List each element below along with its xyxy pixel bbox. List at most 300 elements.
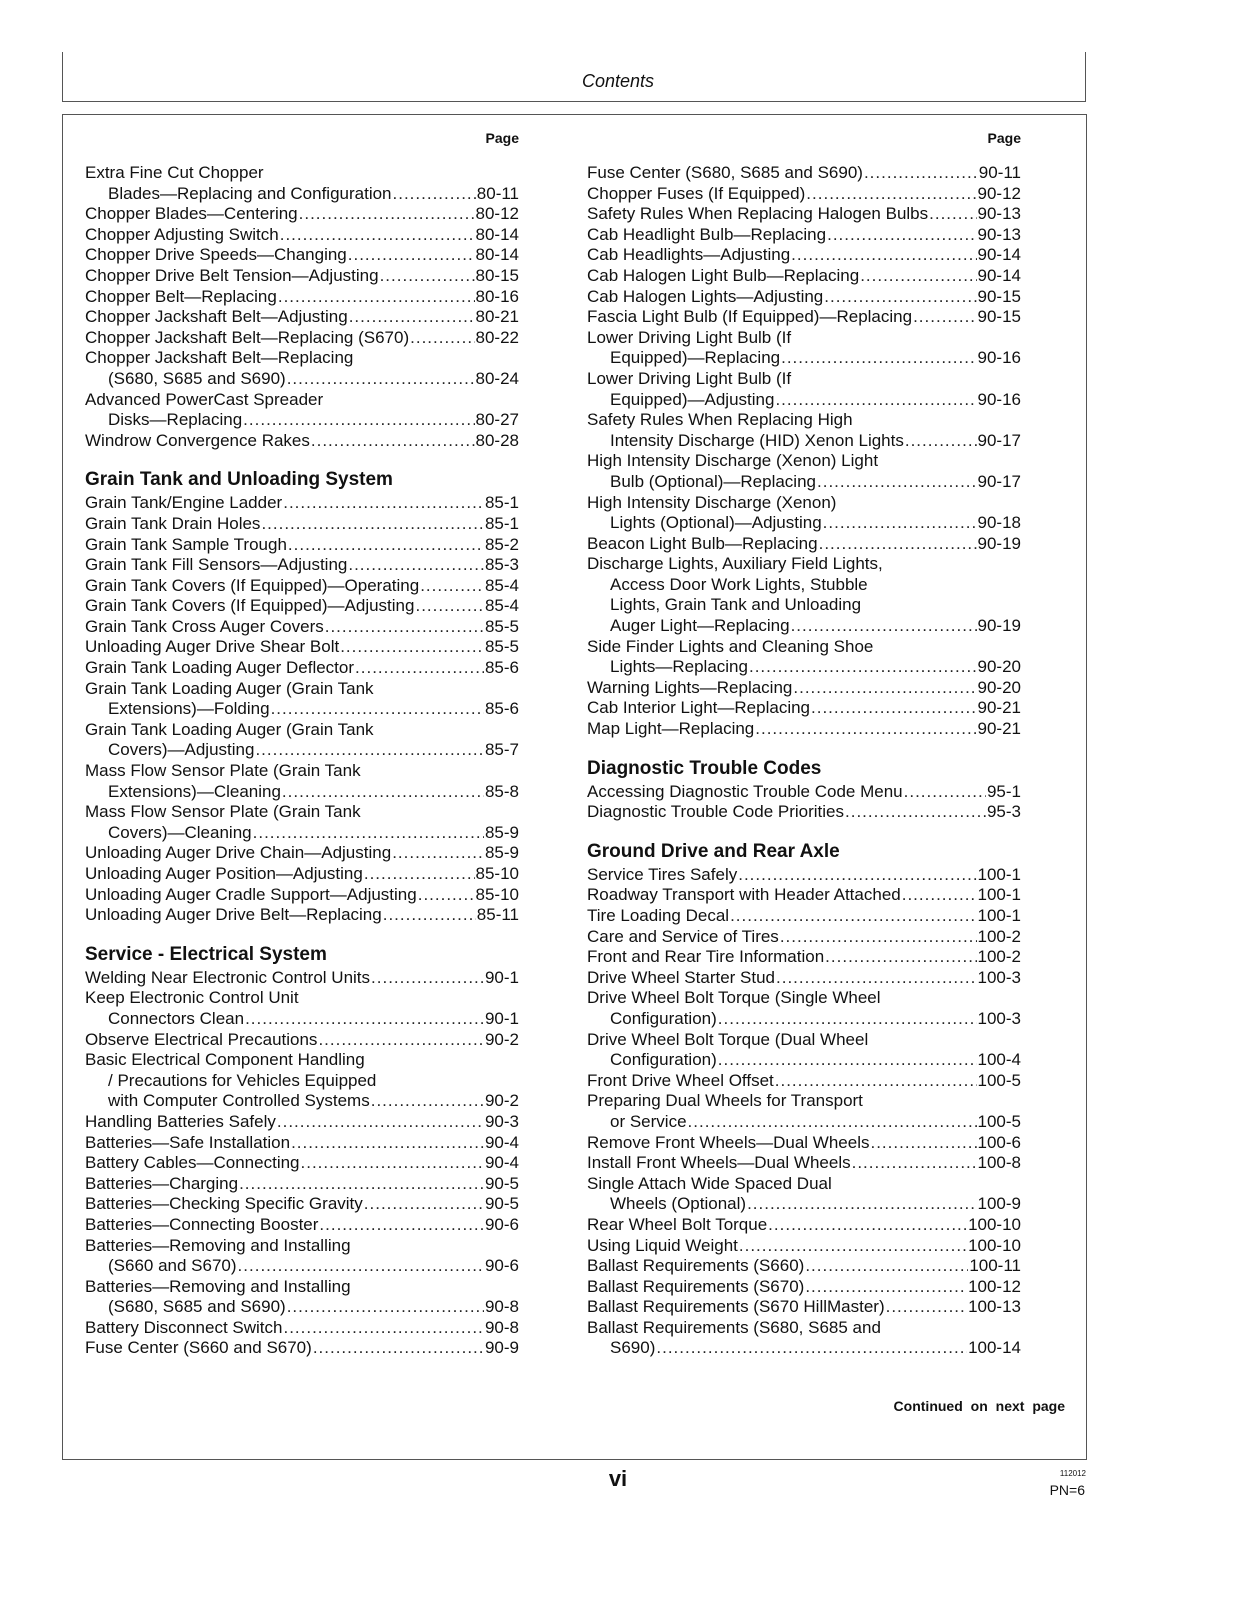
toc-entry-title: Lights, Grain Tank and Unloading — [610, 595, 862, 615]
toc-entry-page: 80-24 — [475, 368, 519, 388]
dot-leader — [287, 369, 475, 390]
toc-entry-title: Chopper Belt—Replacing — [85, 286, 277, 306]
toc-entry-title: Lower Driving Light Bulb (If — [587, 327, 792, 347]
toc-entry-title: Unloading Auger Cradle Support—Adjusting — [85, 884, 417, 904]
toc-entry[interactable] — [85, 968, 519, 989]
toc-entry-title: Ballast Requirements (S670 HillMaster) — [587, 1297, 885, 1317]
toc-entry[interactable] — [587, 719, 1021, 740]
dot-leader — [688, 1112, 977, 1133]
toc-entry[interactable] — [85, 245, 519, 266]
toc-entry-page: 90-20 — [977, 657, 1021, 677]
toc-entry-title: Service Tires Safely — [587, 864, 738, 884]
dot-leader — [280, 225, 475, 246]
toc-entry-title: Single Attach Wide Spaced Dual — [587, 1173, 832, 1193]
toc-entry-title: Cab Halogen Lights—Adjusting — [587, 286, 824, 306]
toc-entry[interactable] — [85, 1277, 519, 1318]
toc-entry[interactable] — [85, 596, 519, 617]
toc-entry[interactable] — [85, 1174, 519, 1195]
toc-entry-page: 100-2 — [977, 926, 1021, 946]
toc-entry-title: Preparing Dual Wheels for Transport — [587, 1091, 863, 1111]
toc-entry[interactable] — [85, 328, 519, 349]
toc-entry-page: 85-8 — [484, 781, 519, 801]
toc-entry[interactable] — [85, 843, 519, 864]
toc-entry[interactable] — [85, 555, 519, 576]
dot-leader — [845, 802, 986, 823]
dot-leader — [824, 287, 976, 308]
toc-entry-title: Extra Fine Cut Chopper — [85, 163, 264, 182]
dot-leader — [738, 865, 976, 886]
toc-entry-page: 90-9 — [484, 1338, 519, 1358]
toc-entry[interactable] — [85, 163, 519, 204]
toc-entry[interactable] — [587, 678, 1021, 699]
dot-leader — [288, 535, 484, 556]
toc-entry-title: Mass Flow Sensor Plate (Grain Tank — [85, 802, 361, 822]
toc-entry[interactable] — [85, 679, 519, 720]
toc-entry-title: Tire Loading Decal — [587, 906, 730, 925]
toc-entry-page: 90-1 — [484, 967, 519, 987]
toc-entry[interactable] — [85, 576, 519, 597]
toc-entry-page: 90-14 — [977, 245, 1021, 265]
toc-entry-page: 85-9 — [484, 822, 519, 842]
toc-entry-page: 100-1 — [977, 864, 1021, 884]
toc-entry-page: 80-14 — [475, 224, 519, 244]
toc-entry-title: Drive Wheel Bolt Torque (Single Wheel — [587, 988, 881, 1008]
toc-entries-right — [587, 163, 1021, 1359]
toc-entry[interactable] — [85, 307, 519, 328]
toc-entry-page: 90-5 — [484, 1194, 519, 1214]
dot-leader — [278, 287, 475, 308]
toc-entry-title: Beacon Light Bulb—Replacing — [587, 533, 818, 553]
toc-entry-title: Chopper Adjusting Switch — [85, 224, 279, 244]
toc-entry-title: Side Finder Lights and Cleaning Shoe — [587, 636, 874, 656]
toc-entry-title: Covers)—Cleaning — [108, 822, 252, 842]
dot-leader — [864, 163, 978, 184]
toc-entry-page: 90-14 — [977, 265, 1021, 285]
toc-entry[interactable] — [587, 1030, 1021, 1071]
toc-entry-page: 90-5 — [484, 1173, 519, 1193]
dot-leader — [291, 1133, 484, 1154]
dot-leader — [870, 1133, 976, 1154]
toc-entry-title: Batteries—Charging — [85, 1173, 239, 1193]
toc-entry-title: Equipped)—Adjusting — [610, 389, 775, 409]
dot-leader — [781, 348, 976, 369]
toc-entry-title: Fuse Center (S680, S685 and S690) — [587, 163, 863, 182]
toc-entry[interactable] — [587, 698, 1021, 719]
toc-entry[interactable] — [587, 1256, 1021, 1277]
toc-entry-title: Cab Interior Light—Replacing — [587, 698, 811, 718]
toc-entry-page: 90-18 — [977, 513, 1021, 533]
dot-leader — [768, 1215, 967, 1236]
dot-leader — [902, 885, 977, 906]
toc-entry-page: 80-21 — [475, 307, 519, 327]
toc-entry-title: Accessing Diagnostic Trouble Code Menu — [587, 781, 903, 801]
toc-entry-title: Extensions)—Folding — [108, 699, 270, 719]
toc-entry[interactable] — [85, 720, 519, 761]
toc-entry-page: 90-4 — [484, 1153, 519, 1173]
toc-entry[interactable] — [587, 451, 1021, 492]
toc-entry[interactable] — [85, 1050, 519, 1112]
dot-leader — [791, 616, 977, 637]
dot-leader — [905, 431, 977, 452]
toc-entry[interactable] — [85, 390, 519, 431]
toc-entry-page: 90-16 — [977, 348, 1021, 368]
toc-entry[interactable] — [587, 1297, 1021, 1318]
toc-entry[interactable] — [587, 885, 1021, 906]
toc-entry-page: 85-6 — [484, 658, 519, 678]
toc-entry-title: Batteries—Checking Specific Gravity — [85, 1194, 363, 1214]
toc-entry[interactable] — [85, 988, 519, 1029]
toc-entry[interactable] — [587, 1215, 1021, 1236]
section-heading: Grain Tank and Unloading System — [85, 469, 393, 491]
toc-entry-title: S690) — [610, 1338, 656, 1358]
toc-entry-page: 100-5 — [977, 1111, 1021, 1131]
toc-entry[interactable] — [587, 184, 1021, 205]
dot-leader — [827, 225, 976, 246]
toc-entry-title: Lights—Replacing — [610, 657, 748, 677]
toc-entry[interactable] — [85, 266, 519, 287]
toc-entry-title: Battery Disconnect Switch — [85, 1317, 283, 1337]
toc-entry-page: 90-11 — [978, 163, 1021, 182]
toc-entry[interactable] — [587, 369, 1021, 410]
toc-entry-page: 80-22 — [475, 327, 519, 347]
page-column-label: Page — [987, 130, 1021, 146]
toc-entry-page: 90-13 — [977, 204, 1021, 224]
toc-entry-page: 90-21 — [977, 719, 1021, 739]
dot-leader — [806, 184, 976, 205]
toc-entry[interactable] — [587, 163, 1021, 184]
toc-column-left — [85, 128, 519, 1359]
toc-entry[interactable] — [85, 204, 519, 225]
dot-leader — [823, 513, 977, 534]
dot-leader — [325, 617, 484, 638]
dot-leader — [418, 885, 475, 906]
toc-entry[interactable] — [587, 287, 1021, 308]
toc-entry-title: Chopper Drive Belt Tension—Adjusting — [85, 265, 379, 285]
toc-entry-title: (S660 and S670) — [108, 1256, 237, 1276]
toc-entry-title: Connectors Clean — [108, 1008, 245, 1028]
toc-entry[interactable] — [85, 1236, 519, 1277]
toc-entry-page: 100-4 — [977, 1050, 1021, 1070]
toc-entry[interactable] — [85, 1194, 519, 1215]
toc-entry-page: 85-7 — [484, 740, 519, 760]
dot-leader — [364, 864, 475, 885]
toc-entry-page: 85-9 — [484, 843, 519, 863]
toc-entry[interactable] — [587, 1153, 1021, 1174]
toc-entry[interactable] — [587, 782, 1021, 803]
toc-entry-page: 100-10 — [968, 1235, 1021, 1255]
toc-entry-page: 100-9 — [977, 1194, 1021, 1214]
toc-entry-page: 100-6 — [977, 1132, 1021, 1152]
dot-leader — [349, 307, 475, 328]
toc-entry-page: 100-3 — [977, 1008, 1021, 1028]
dot-leader — [755, 719, 976, 740]
footer-code: 112012 — [1059, 1469, 1086, 1478]
toc-entry[interactable] — [587, 328, 1021, 369]
toc-entry[interactable] — [85, 1153, 519, 1174]
toc-entry-title: (S680, S685 and S690) — [108, 1297, 286, 1317]
toc-entry-page: 85-11 — [476, 905, 519, 925]
toc-entry-title: Windrow Convergence Rakes — [85, 430, 310, 450]
toc-entry[interactable] — [85, 864, 519, 885]
toc-entry[interactable] — [587, 802, 1021, 823]
toc-entry-title: Grain Tank Loading Auger Deflector — [85, 658, 355, 678]
toc-entry-page: 90-21 — [977, 698, 1021, 718]
toc-entry-title: Map Light—Replacing — [587, 719, 755, 739]
toc-entry-page: 90-20 — [977, 677, 1021, 697]
toc-entry-title: Batteries—Removing and Installing — [85, 1235, 351, 1255]
dot-leader — [283, 493, 484, 514]
toc-entry[interactable] — [587, 1071, 1021, 1092]
dot-leader — [739, 1236, 967, 1257]
section-heading: Service - Electrical System — [85, 943, 327, 965]
toc-entry-title: Roadway Transport with Header Attached — [587, 885, 901, 905]
toc-entry-title: Install Front Wheels—Dual Wheels — [587, 1153, 851, 1173]
toc-entry[interactable] — [587, 493, 1021, 534]
dot-leader — [364, 1194, 484, 1215]
toc-entry[interactable] — [587, 1277, 1021, 1298]
dot-leader — [749, 657, 977, 678]
toc-entry-page: 85-2 — [484, 534, 519, 554]
dot-leader — [825, 947, 976, 968]
dot-leader — [415, 596, 484, 617]
toc-entry-page: 95-1 — [986, 781, 1021, 801]
dot-leader — [929, 204, 976, 225]
toc-entry[interactable] — [587, 204, 1021, 225]
toc-entry-page: 90-2 — [484, 1029, 519, 1049]
toc-entry[interactable] — [85, 1112, 519, 1133]
toc-entry-page: 85-4 — [484, 596, 519, 616]
toc-entry[interactable] — [85, 905, 519, 926]
dot-leader — [371, 1091, 484, 1112]
toc-entry[interactable] — [587, 947, 1021, 968]
toc-entry-page: 90-15 — [977, 286, 1021, 306]
toc-entry[interactable] — [587, 1318, 1021, 1359]
dot-leader — [904, 782, 986, 803]
toc-entry-page: 100-1 — [977, 885, 1021, 905]
dot-leader — [776, 968, 977, 989]
toc-entry[interactable] — [587, 1091, 1021, 1132]
toc-entry-title: Warning Lights—Replacing — [587, 677, 793, 697]
dot-leader — [392, 843, 484, 864]
dot-leader — [348, 555, 484, 576]
toc-entry[interactable] — [85, 431, 519, 452]
toc-entry-page: 80-11 — [476, 183, 519, 203]
toc-entry[interactable] — [85, 761, 519, 802]
toc-entry-title: Grain Tank Sample Trough — [85, 534, 287, 554]
toc-entry-title: Fascia Light Bulb (If Equipped)—Replacing — [587, 307, 913, 327]
toc-entry-page: 85-6 — [484, 699, 519, 719]
toc-entry-title: Basic Electrical Component Handling — [85, 1050, 365, 1070]
dot-leader — [420, 576, 484, 597]
toc-entry[interactable] — [85, 287, 519, 308]
toc-entry-title: Handling Batteries Safely — [85, 1111, 276, 1131]
toc-entry[interactable] — [85, 802, 519, 843]
toc-entry[interactable] — [85, 885, 519, 906]
toc-entry-title: Ballast Requirements (S670) — [587, 1276, 805, 1296]
toc-entry[interactable] — [587, 637, 1021, 678]
dot-leader — [775, 390, 976, 411]
toc-entry-page: 100-3 — [977, 967, 1021, 987]
dot-leader — [319, 1215, 484, 1236]
toc-entry[interactable] — [85, 493, 519, 514]
toc-entry-title: Extensions)—Cleaning — [108, 781, 281, 801]
toc-entry[interactable] — [85, 1215, 519, 1236]
dot-leader — [791, 245, 976, 266]
toc-entry[interactable] — [85, 658, 519, 679]
dot-leader — [383, 905, 476, 926]
toc-entry[interactable] — [85, 348, 519, 389]
toc-entry-page: 90-19 — [977, 616, 1021, 636]
toc-entry-title: Fuse Center (S660 and S670) — [85, 1338, 312, 1358]
toc-entry[interactable] — [587, 1174, 1021, 1215]
dot-leader — [238, 1256, 484, 1277]
toc-entry-page: 90-17 — [977, 430, 1021, 450]
toc-entry[interactable] — [85, 1133, 519, 1154]
toc-entry-page: 100-10 — [968, 1214, 1021, 1234]
toc-entry-title: Configuration) — [610, 1008, 717, 1028]
toc-entry-page: 100-12 — [968, 1276, 1021, 1296]
dot-leader — [747, 1194, 976, 1215]
toc-entry-page: 85-10 — [475, 884, 519, 904]
toc-entry-title: Unloading Auger Drive Belt—Replacing — [85, 905, 382, 925]
toc-entry[interactable] — [587, 906, 1021, 927]
toc-entry-title: Unloading Auger Position—Adjusting — [85, 864, 363, 883]
toc-entry[interactable] — [85, 637, 519, 658]
dot-leader — [805, 1256, 968, 1277]
dot-leader — [340, 637, 484, 658]
dot-leader — [371, 968, 484, 989]
toc-entry-page: 100-1 — [977, 906, 1021, 925]
toc-entry-page: 80-16 — [475, 286, 519, 306]
toc-entry-title: Lights (Optional)—Adjusting — [610, 513, 822, 533]
toc-entry[interactable] — [587, 534, 1021, 555]
toc-entry-title: Safety Rules When Replacing Halogen Bulbs — [587, 204, 929, 224]
toc-entry[interactable] — [85, 535, 519, 556]
dot-leader — [656, 1338, 967, 1359]
toc-entry-title: Grain Tank Drain Holes — [85, 513, 261, 533]
section-heading: Ground Drive and Rear Axle — [587, 840, 840, 862]
toc-entry-title: Batteries—Removing and Installing — [85, 1276, 351, 1296]
toc-entry-title: Chopper Drive Speeds—Changing — [85, 245, 347, 265]
toc-entry[interactable] — [587, 554, 1021, 636]
dot-leader — [393, 184, 476, 205]
dot-leader — [718, 1050, 977, 1071]
toc-entry[interactable] — [587, 968, 1021, 989]
footer-page-number: vi — [608, 1466, 628, 1491]
toc-entry-title: Battery Cables—Connecting — [85, 1153, 300, 1173]
toc-entry-title: Chopper Jackshaft Belt—Adjusting — [85, 307, 348, 327]
toc-entry-title: High Intensity Discharge (Xenon) — [587, 492, 837, 512]
dot-leader — [271, 699, 484, 720]
toc-entry[interactable] — [587, 988, 1021, 1029]
toc-entry-page: 100-8 — [977, 1153, 1021, 1173]
toc-entry-page: 90-13 — [977, 224, 1021, 244]
toc-entry-title: Observe Electrical Precautions — [85, 1029, 318, 1049]
toc-entry-title: Mass Flow Sensor Plate (Grain Tank — [85, 761, 361, 781]
toc-entry[interactable] — [587, 410, 1021, 451]
toc-entry-title: Drive Wheel Starter Stud — [587, 967, 776, 987]
toc-column-right — [587, 128, 1021, 1359]
toc-entry-page: 80-15 — [475, 265, 519, 285]
toc-entry-title: High Intensity Discharge (Xenon) Light — [587, 451, 879, 471]
toc-entry[interactable] — [85, 1030, 519, 1051]
toc-entry[interactable] — [587, 927, 1021, 948]
dot-leader — [277, 1112, 484, 1133]
dot-leader — [239, 1174, 484, 1195]
toc-entry-page: 100-5 — [977, 1070, 1021, 1090]
toc-entry-title: Disks—Replacing — [108, 410, 243, 430]
dot-leader — [301, 1153, 484, 1174]
dot-leader — [819, 534, 977, 555]
toc-entry[interactable] — [587, 245, 1021, 266]
dot-leader — [299, 204, 475, 225]
dot-leader — [913, 307, 976, 328]
toc-entry-page: 85-10 — [475, 864, 519, 883]
toc-entry-title: with Computer Controlled Systems — [108, 1091, 370, 1111]
toc-entry-title: Diagnostic Trouble Code Priorities — [587, 802, 845, 822]
toc-entry[interactable] — [85, 225, 519, 246]
dot-leader — [282, 782, 484, 803]
toc-entry-page: 85-5 — [484, 637, 519, 657]
toc-entry-page: 90-1 — [484, 1008, 519, 1028]
dot-leader — [318, 1030, 484, 1051]
toc-entry-page: 95-3 — [986, 802, 1021, 822]
toc-entry[interactable] — [85, 1338, 519, 1359]
toc-entry-title: Intensity Discharge (HID) Xenon Lights — [610, 430, 904, 450]
toc-entry-page: 100-13 — [968, 1297, 1021, 1317]
toc-entry-title: (S680, S685 and S690) — [108, 368, 286, 388]
toc-entry-title: Remove Front Wheels—Dual Wheels — [587, 1132, 870, 1152]
toc-entry-title: Keep Electronic Control Unit — [85, 988, 299, 1008]
toc-entry-title: Cab Headlight Bulb—Replacing — [587, 224, 827, 244]
dot-leader — [860, 266, 976, 287]
dot-leader — [355, 658, 484, 679]
toc-entry[interactable] — [587, 865, 1021, 886]
toc-entry-page: 85-5 — [484, 616, 519, 636]
toc-entry-title: Wheels (Optional) — [610, 1194, 747, 1214]
toc-entry-title: Care and Service of Tires — [587, 926, 779, 946]
toc-entry[interactable] — [85, 1318, 519, 1339]
toc-entries-left — [85, 163, 519, 1359]
toc-entry-title: Covers)—Adjusting — [108, 740, 255, 760]
dot-leader — [805, 1277, 967, 1298]
toc-entry-page: 90-16 — [977, 389, 1021, 409]
dot-leader — [775, 1071, 977, 1092]
footer-pn: PN=6 — [1049, 1482, 1085, 1498]
toc-entry[interactable] — [587, 266, 1021, 287]
toc-entry-title: Grain Tank Covers (If Equipped)—Operating — [85, 575, 420, 595]
toc-entry[interactable] — [587, 307, 1021, 328]
toc-entry[interactable] — [587, 1236, 1021, 1257]
toc-entry-title: Chopper Fuses (If Equipped) — [587, 183, 806, 203]
dot-leader — [380, 266, 475, 287]
toc-entry-title: Safety Rules When Replacing High — [587, 410, 853, 430]
toc-entry-page: 90-17 — [977, 471, 1021, 491]
toc-entry-page: 100-14 — [968, 1338, 1021, 1358]
toc-entry-title: Rear Wheel Bolt Torque — [587, 1214, 768, 1234]
toc-entry[interactable] — [587, 225, 1021, 246]
toc-entry-title: Ballast Requirements (S660) — [587, 1256, 805, 1276]
toc-entry[interactable] — [587, 1133, 1021, 1154]
toc-entry[interactable] — [85, 617, 519, 638]
toc-entry-title: Chopper Blades—Centering — [85, 204, 298, 224]
toc-entry-title: Lower Driving Light Bulb (If — [587, 368, 792, 388]
toc-entry-page: 100-11 — [969, 1256, 1021, 1276]
toc-entry[interactable] — [85, 514, 519, 535]
toc-entry-title: Grain Tank Fill Sensors—Adjusting — [85, 555, 348, 575]
page-column-label: Page — [485, 130, 519, 146]
toc-entry-title: Grain Tank Loading Auger (Grain Tank — [85, 719, 374, 739]
